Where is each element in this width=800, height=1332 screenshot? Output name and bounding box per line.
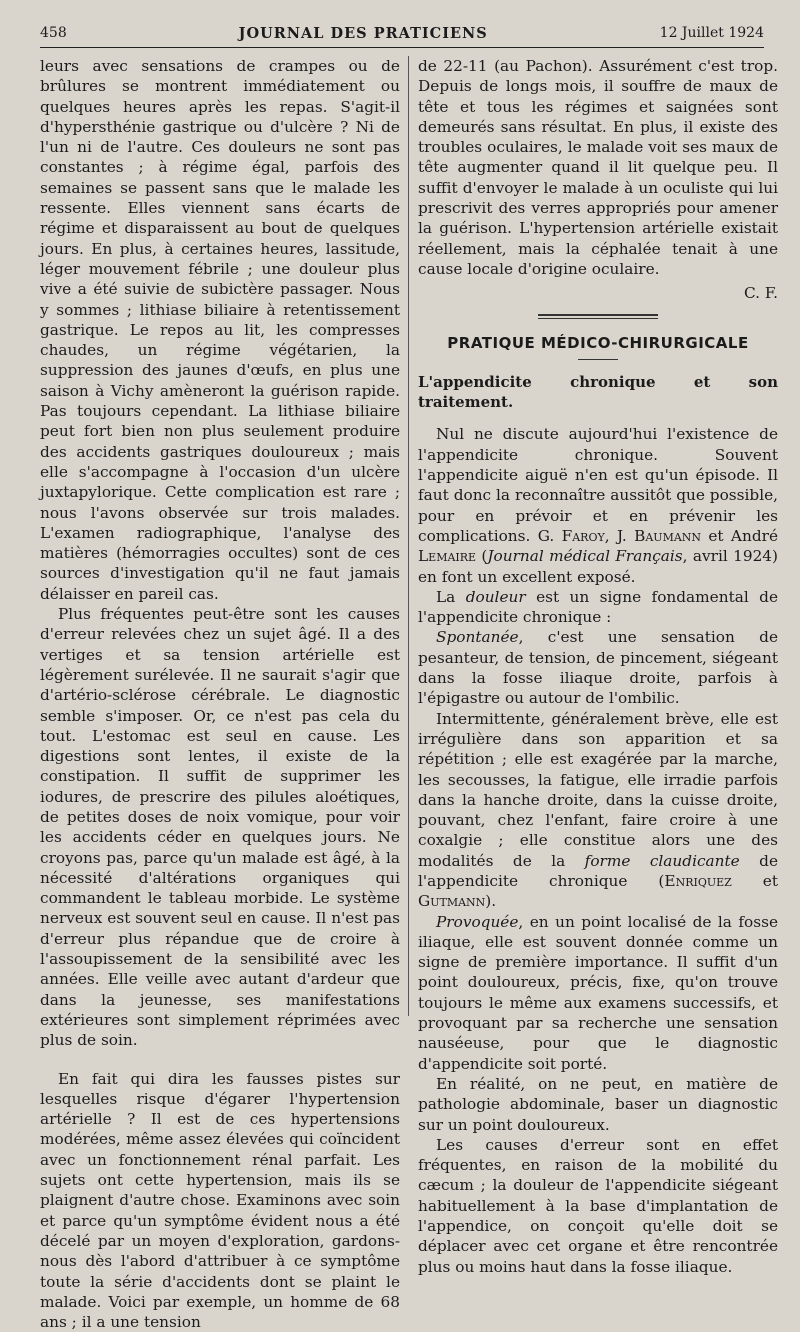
- journal-title: JOURNAL DES PRATICIENS: [238, 24, 488, 42]
- paragraph: La douleur est un signe fondamental de l'appendicite chronique :: [418, 587, 778, 627]
- paragraph: Plus fréquentes peut-être sont les causes d'erreur relevées chez un sujet âgé. Il a des vertiges et sa tension artérielle est légèrement surélevée. Il ne saurait s'agir que d'artério-sclérose cérébrale. Le diagnostic semble s'imposer. Or, ce n'est pas cela du tout. L'estomac est seul en cause. Les digestions sont lentes, il existe de la constipation. Il suffit de supprimer les iodures, de prescrire des pilules aloétiques, de petites doses de noix vomique, pour voir les accidents céder en quelques jours. Ne croyons pas, parce qu'un malade est âgé, à la nécessité d'altérations organiques qui commandent le tableau morbide. Le système nerveux est souvent seul en cause. Il n'est pas d'erreur plus répandue que de croire à l'assoupissement de la sensibilité avec les années. Elle veille avec autant d'ardeur que dans la jeunesse, ses manifestations extérieures sont simplement réprimées avec plus de soin.: [40, 605, 400, 1050]
- author-name: Faroy: [561, 526, 605, 545]
- article-title: L'appendicite chronique et son traitement.: [418, 372, 778, 412]
- author-name: Lemaire: [418, 547, 477, 566]
- paragraph: de 22-11 (au Pachon). Assurément c'est trop. Depuis de longs mois, il souffre de maux de tête et tous les régimes et saignées sont demeurés sans résultat. En plus, il existe des troubles oculaires, le malade voit ses maux de tête augmenter quand il lit quelque peu. Il suffit d'envoyer le malade à un oculiste qui lui prescrivit des verres appropriés pour amener la guérison. L'hypertension artérielle existait réellement, mais la céphalée tenait à une cause locale d'origine oculaire.: [418, 57, 778, 278]
- right-column: [418, 56, 778, 1277]
- page-number: 458: [40, 25, 67, 41]
- author-name: Gutmann: [418, 892, 486, 911]
- column-divider: [408, 56, 409, 1016]
- header-rule: [40, 47, 764, 48]
- paragraph: Provoquée, en un point localisé de la fosse iliaque, elle est souvent donnée comme un signe de première importance. Il suffit d'un point douloureux, précis, fixe, qu'on trouve toujours le même aux examens successifs, et provoquant par sa recherche une sensation nauséeuse, pour que le diagnostic d'appendicite soit porté.: [418, 912, 778, 1073]
- page-header: [40, 20, 764, 46]
- paragraph: leurs avec sensations de crampes ou de brûlures se montrent immédiatement ou quelques heures après les repas. S'agit-il d'hypersthénie gastrique ou d'ulcère ? Ni de l'un ni de l'autre. Ces douleurs ne sont pas constantes ; à régime égal, parfois des semaines se passent sans que le malade les ressente. Elles viennent sans écarts de régime et disparaissent au bout de quelques jours. En plus, à certaines heures, lassitude, léger mouvement fébrile ; une douleur plus vive a été suivie de subictère passager. Nous y sommes ; lithiase biliaire à retentissement gastrique. Le repos au lit, les compresses chaudes, un régime végétarien, la suppression des jaunes d'œufs, en plus une saison à Vichy amèneront la guérison rapide. Pas toujours cependant. La lithiase biliaire peut fort bien non plus seulement produire des accidents gastriques douloureux ; mais elle s'accompagne à l'occasion d'un ulcère juxtapylorique. Cette complication est rare ; nous l'avons observée sur trois malades. L'examen radiographique, l'analyse des matières (hémorragies occultes) sont de ces sources d'investigation qu'il ne faut jamais délaisser en pareil cas.: [40, 57, 400, 603]
- paragraph: Nul ne discute aujourd'hui l'existence de l'appendicite chronique. Souvent l'appendicite aiguë n'en est qu'un épisode. Il faut donc la reconnaître aussitôt que possible, pour en prévoir et en prévenir les complications. G. Faroy, J. Baumann et André Lemaire (Journal médical Français, avril 1924) en font un excellent exposé.: [418, 425, 778, 586]
- section-separator: [538, 314, 658, 319]
- paragraph: Intermittente, généralement brève, elle est irrégulière dans son apparition et sa répétition ; elle est exagérée par la marche, les secousses, la fatigue, elle irradie parfois dans la hanche droite, dans la cuisse droite, pouvant, chez l'enfant, faire croire à une coxalgie ; elle constitue alors une des modalités de la forme claudicante de l'appendicite chronique (Enriquez et Gutmann).: [418, 709, 778, 911]
- paragraph: En réalité, on ne peut, en matière de pathologie abdominale, baser un diagnostic sur un point douloureux.: [418, 1074, 778, 1134]
- author-name: Enriquez: [664, 871, 732, 890]
- author-name: Baumann: [634, 526, 702, 545]
- signature: C. F.: [744, 284, 778, 303]
- issue-date: 12 Juillet 1924: [659, 25, 764, 41]
- paragraph: Spontanée, c'est une sensation de pesanteur, de tension, de pincement, siégeant dans la fosse iliaque droite, parfois à l'épigastre ou autour de l'ombilic.: [418, 628, 778, 708]
- section-title: PRATIQUE MÉDICO-CHIRURGICALE: [447, 333, 749, 352]
- journal-reference: Journal médical Français: [487, 547, 683, 566]
- left-column: [40, 56, 400, 1332]
- paragraph: En fait qui dira les fausses pistes sur lesquelles risque d'égarer l'hypertension artérielle ? Il est de ces hypertensions modérées, même assez élevées qui coïncident avec un fonctionnement rénal parfait. Les sujets ont cette hypertension, mais ils se plaignent d'autre chose. Examinons avec soin et parce qu'un symptôme évident nous a été décelé par un moyen d'exploration, gardons-nous dès l'abord d'attribuer à ce symptôme toute la série d'accidents dont se plaint le malade. Voici par exemple, un homme de 68 ans ; il a une tension: [40, 1069, 400, 1332]
- paragraph: Les causes d'erreur sont en effet fréquentes, en raison de la mobilité du cæcum ; la douleur de l'appendicite siégeant habituellement à la base d'implantation de l'appendice, on conçoit qu'elle doit se déplacer avec cet organe et être rencontrée plus ou moins haut dans la fosse iliaque.: [418, 1135, 778, 1276]
- title-underline: [578, 359, 618, 360]
